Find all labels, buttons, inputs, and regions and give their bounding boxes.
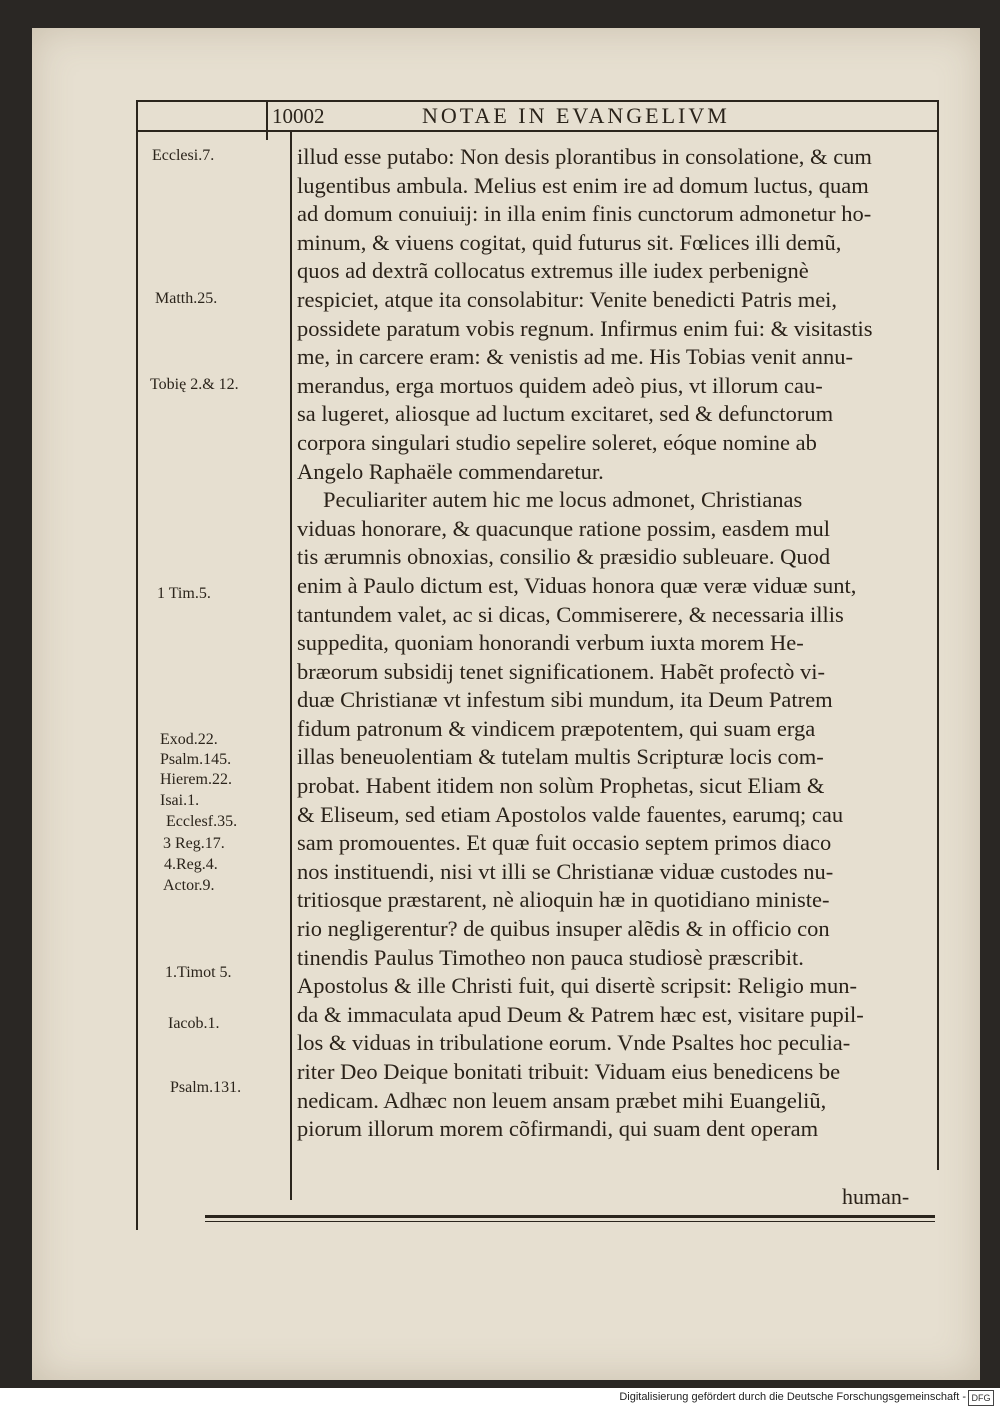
text-line: enim à Paulo dictum est, Viduas honora quæ veræ viduæ sunt, <box>297 572 857 598</box>
text-line: Apostolus & ille Christi fuit, qui disertè scripsit: Religio mun- <box>297 973 857 999</box>
text-line: me, in carcere eram: & venistis ad me. His Tobias venit annu- <box>297 344 853 370</box>
text-line: possidete paratum vobis regnum. Infirmus enim fui: & visitastis <box>297 315 873 341</box>
body-text <box>297 143 933 1144</box>
text-line: probat. Habent itidem non solùm Prophetas, sicut Eliam & <box>297 773 825 799</box>
text-line: los & viduas in tribulatione eorum. Vnde Psaltes hoc peculia- <box>297 1030 851 1056</box>
text-line: piorum illorum morem cõfirmandi, qui suam dent operam <box>297 1116 819 1142</box>
margin-note: Isai.1. <box>160 792 200 809</box>
text-line: riter Deo Deique bonitati tribuit: Viduam eius benedicens be <box>297 1059 841 1084</box>
text-line: viduas honorare, & quacunque ratione possim, easdem mul <box>297 515 830 541</box>
text-line: illas beneuolentiam & tutelam multis Scripturæ locis com- <box>297 744 824 770</box>
margin-note: Tobię 2.& 12. <box>150 376 239 393</box>
footer-rule-thin <box>205 1221 935 1222</box>
funding-note: Digitalisierung gefördert durch die Deutsche Forschungsgemeinschaft - <box>619 1391 966 1403</box>
margin-note: 4.Reg.4. <box>164 856 218 873</box>
footer-rule <box>205 1215 935 1218</box>
margin-rule-left <box>136 100 138 1230</box>
text-line: & Eliseum, sed etiam Apostolos valde fauentes, earumq; cau <box>297 801 844 827</box>
column-rule <box>290 132 292 1200</box>
text-line: merandus, erga mortuos quidem adeò pius, vt illorum cau- <box>297 372 823 398</box>
text-line: tinendis Paulus Timotheo non pauca studiosè præscribit. <box>297 944 804 970</box>
margin-note: Ecclesi.7. <box>152 147 215 164</box>
text-line: duæ Christianæ vt infestum sibi mundum, ita Deum Patrem <box>297 687 833 713</box>
text-line: sam promouentes. Et quæ fuit occasio septem primos diaco <box>297 830 832 856</box>
dfg-logo: DFG <box>968 1390 994 1406</box>
margin-note: Actor.9. <box>163 877 215 894</box>
running-title: NOTAE IN EVANGELIVM <box>422 103 730 128</box>
margin-note: Psalm.145. <box>160 751 232 768</box>
text-line: illud esse putabo: Non desis plorantibus in consolatione, & cum <box>297 144 872 169</box>
margin-rule-right <box>937 100 939 1170</box>
text-line: rio negligerentur? de quibus insuper alẽdis & in officio con <box>297 916 830 942</box>
margin-note: Exod.22. <box>160 731 218 748</box>
margin-note: 1.Timot 5. <box>165 964 232 981</box>
text-line: corpora singulari studio sepelire soleret, eóque nomine ab <box>297 429 817 455</box>
text-line: lugentibus ambula. Melius est enim ire ad domum luctus, quam <box>297 172 869 198</box>
text-line: tritiosque præstarent, nè alioquin hæ in quotidiano ministe- <box>297 887 830 913</box>
text-line: sa lugeret, aliosque ad luctum excitaret, sed & defunctorum <box>297 401 834 427</box>
text-line: bræorum subsidij tenet significationem. Habẽt profectò vi- <box>297 658 826 684</box>
margin-note: Ecclesf.35. <box>166 813 238 830</box>
header-rule-bottom <box>136 130 939 132</box>
text-line: tis ærumnis obnoxias, consilio & præsidio subleuare. Quod <box>297 544 831 570</box>
text-line: respiciet, atque ita consolabitur: Venite benedicti Patris mei, <box>297 286 838 312</box>
margin-note: Psalm.131. <box>170 1079 242 1096</box>
text-line: quos ad dextrã collocatus extremus ille iudex perbenignè <box>297 258 809 284</box>
margin-note: 1 Tim.5. <box>157 585 211 602</box>
page-header <box>272 102 932 130</box>
digitization-footer <box>0 1388 1000 1408</box>
text-line: tantundem valet, ac si dicas, Commiserere, & necessaria illis <box>297 601 844 627</box>
margin-note: Hierem.22. <box>160 771 232 788</box>
text-line: minum, & viuens cogitat, quid futurus sit. Fœlices illi demũ, <box>297 229 842 255</box>
text-line: fidum patronum & vindicem præpotentem, qui suam erga <box>297 715 816 741</box>
text-line: nos instituendi, nisi vt illi se Christianæ viduæ custodes nu- <box>297 858 834 884</box>
catchword: human- <box>842 1184 910 1209</box>
text-line: da & immaculata apud Deum & Patrem hæc est, visitare pupil- <box>297 1001 864 1027</box>
margin-note: Iacob.1. <box>168 1015 220 1032</box>
text-line: Peculiariter autem hic me locus admonet, Christianas <box>323 487 803 513</box>
text-line: nedicam. Adhæc non leuem ansam præbet mihi Euangeliũ, <box>297 1087 827 1113</box>
header-divider <box>266 100 268 140</box>
margin-note: Matth.25. <box>155 290 218 307</box>
page-number: 10002 <box>272 104 325 128</box>
text-line: ad domum conuiuij: in illa enim finis cunctorum admonetur ho- <box>297 201 872 227</box>
text-line: Angelo Raphaële commendaretur. <box>297 458 604 484</box>
margin-note: 3 Reg.17. <box>163 835 225 852</box>
text-line: suppedita, quoniam honorandi verbum iuxta morem He- <box>297 630 804 656</box>
